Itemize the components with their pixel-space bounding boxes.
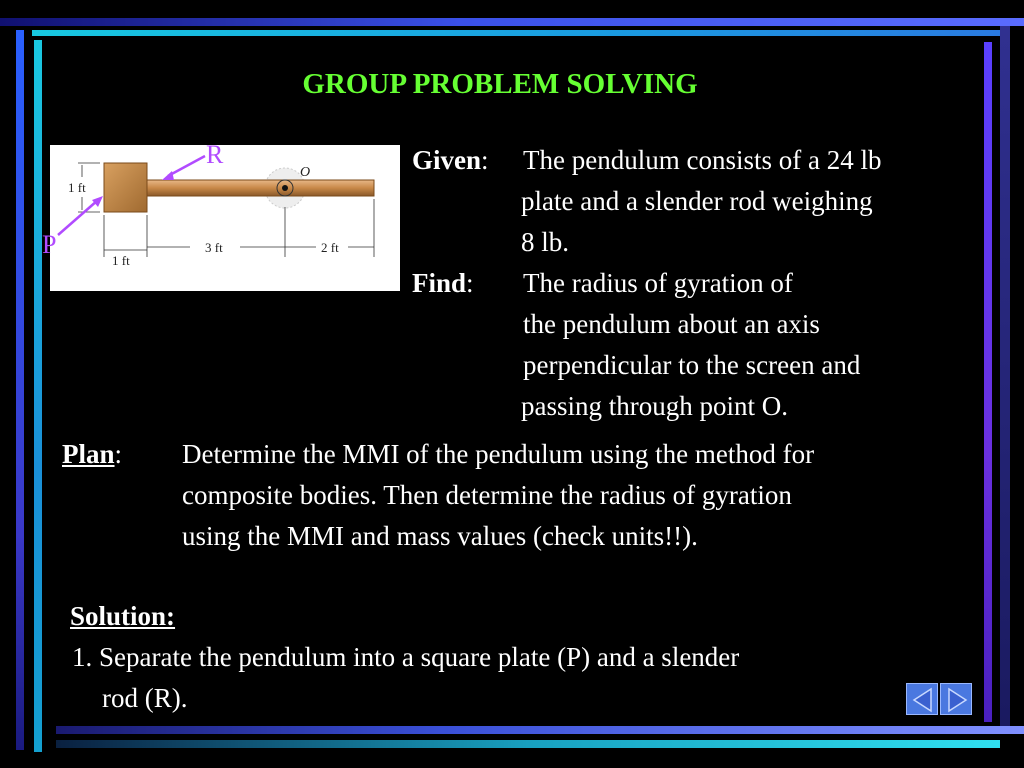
- rod-label: R: [206, 140, 224, 169]
- triangle-right-icon: [941, 684, 973, 716]
- plan-label: Plan: [62, 439, 115, 469]
- frame-bar-bottom: [56, 726, 1024, 734]
- frame-bar-right: [1000, 26, 1010, 726]
- plan-sep: :: [114, 439, 123, 469]
- plan-heading: [62, 434, 122, 475]
- given-heading: [412, 140, 489, 181]
- dim-rod-left: 3 ft: [205, 240, 223, 255]
- given-line-1: The pendulum consists of a 24 lb: [523, 145, 882, 175]
- frame-bar-right-inner: [984, 42, 992, 722]
- find-line-4: passing through point O.: [521, 391, 788, 421]
- slide-title: GROUP PROBLEM SOLVING: [302, 68, 698, 100]
- find-sep: :: [466, 268, 474, 298]
- triangle-left-icon: [907, 684, 939, 716]
- next-slide-button[interactable]: [940, 683, 972, 715]
- solution-label: Solution:: [70, 601, 176, 631]
- dim-plate-height: 1 ft: [68, 180, 86, 195]
- given-line-3: 8 lb.: [521, 227, 570, 257]
- given-sep: :: [481, 145, 489, 175]
- find-label: Find: [412, 268, 467, 298]
- plan-line-3: using the MMI and mass values (check units!!).: [182, 521, 698, 551]
- given-line-2: plate and a slender rod weighing: [521, 186, 873, 216]
- solution-line-2: rod (R).: [102, 683, 188, 713]
- find-line-3: perpendicular to the screen and: [523, 350, 861, 380]
- plate-label: P: [42, 230, 57, 259]
- point-o-label: O: [300, 165, 311, 180]
- frame-bar-bottom-inner: [56, 740, 1000, 748]
- find-heading: [412, 263, 474, 304]
- pivot-point: [282, 185, 288, 191]
- plan-line-1: Determine the MMI of the pendulum using the method for: [182, 439, 815, 469]
- previous-slide-button[interactable]: [906, 683, 938, 715]
- dim-rod-right: 2 ft: [321, 240, 339, 255]
- slide-navigation: [906, 683, 974, 717]
- plan-line-2: composite bodies. Then determine the radius of gyration: [182, 480, 792, 510]
- dim-plate-width: 1 ft: [112, 253, 130, 268]
- given-label: Given: [412, 145, 482, 175]
- solution-line-1: 1. Separate the pendulum into a square plate (P) and a slender: [72, 642, 740, 672]
- find-line-2: the pendulum about an axis: [523, 309, 820, 339]
- find-line-1: The radius of gyration of: [523, 268, 793, 298]
